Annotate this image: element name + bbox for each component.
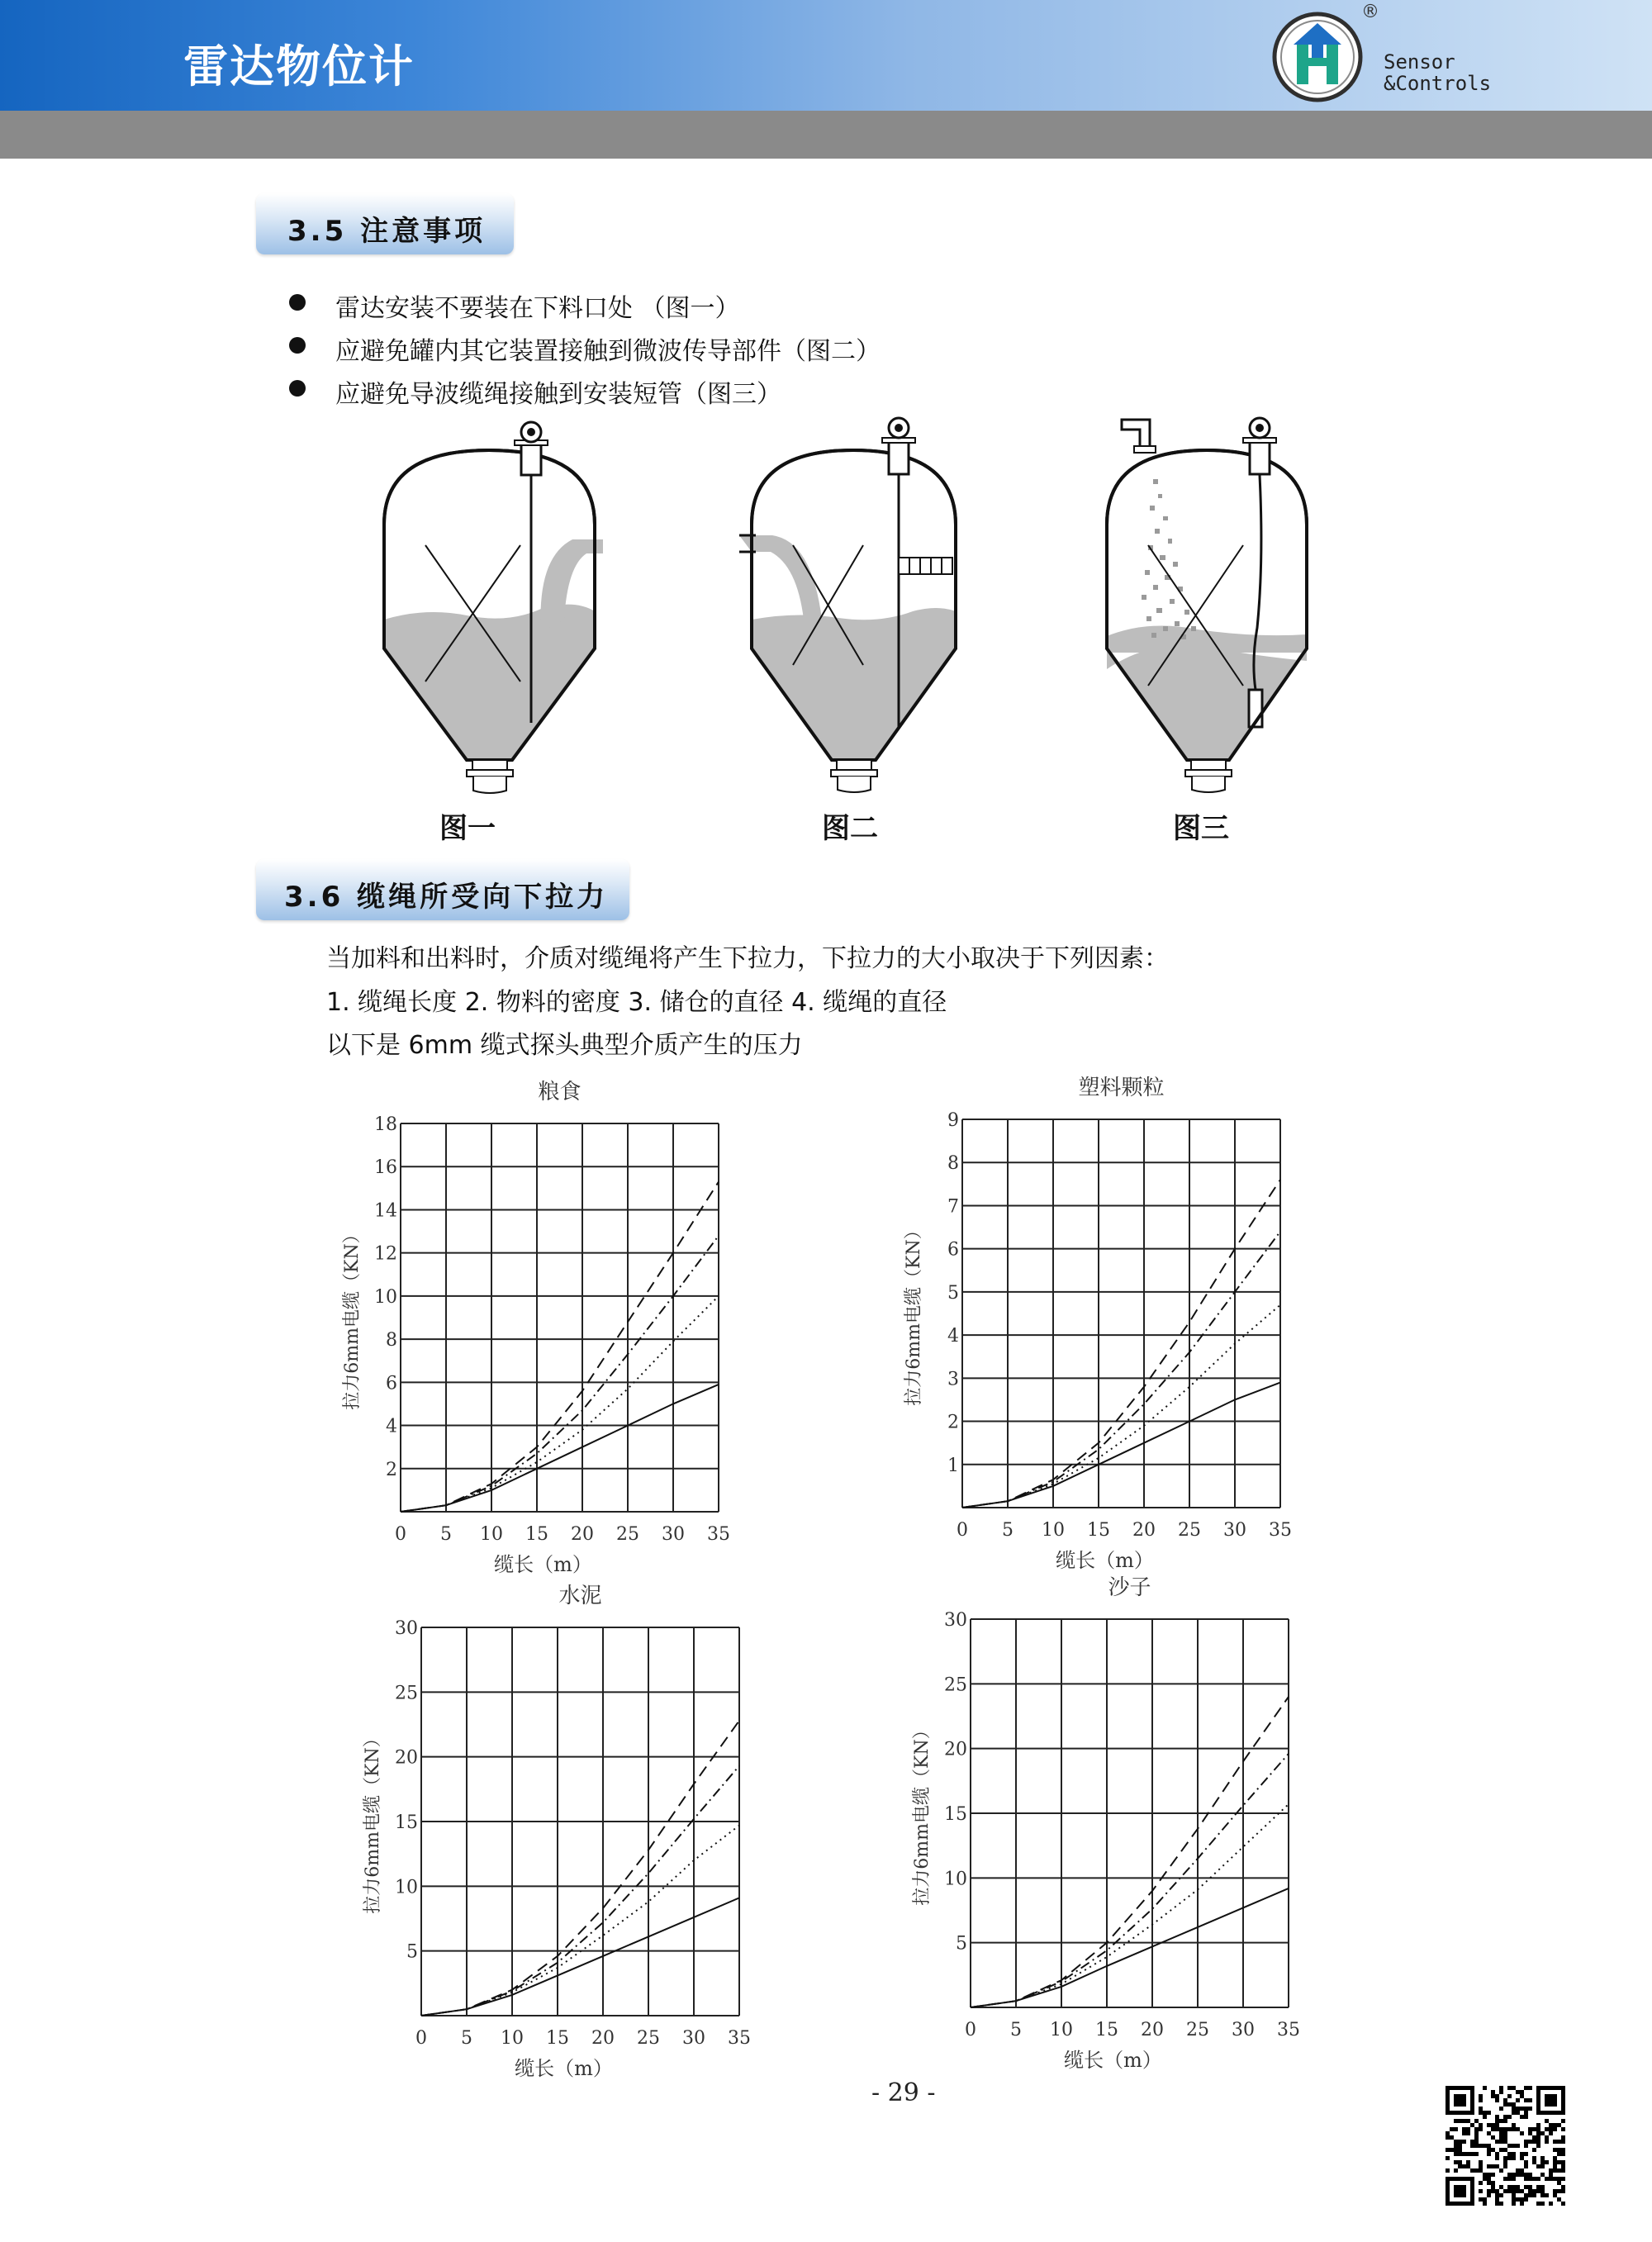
x-tick-label: 35 xyxy=(728,2028,751,2049)
logo-line1: Sensor xyxy=(1384,50,1455,74)
tank-figure-2 xyxy=(739,413,962,797)
chart-title: 粮食 xyxy=(538,1080,582,1104)
x-tick-label: 5 xyxy=(440,1524,452,1545)
section-heading-3-5 xyxy=(256,193,514,254)
y-tick-label: 6 xyxy=(386,1373,397,1394)
header-title: 雷达物位计 xyxy=(183,40,415,93)
series-line xyxy=(962,1383,1280,1508)
y-tick-label: 10 xyxy=(374,1286,397,1308)
chart-sand xyxy=(896,1561,1309,2082)
y-tick-label: 25 xyxy=(944,1674,967,1696)
series-line xyxy=(971,1754,1289,2007)
x-tick-label: 20 xyxy=(591,2028,615,2049)
x-tick-label: 10 xyxy=(1050,2020,1073,2040)
y-tick-label: 7 xyxy=(947,1196,959,1218)
chart-title: 沙子 xyxy=(1108,1575,1151,1600)
bullet-text: 应避免导波缆绳接触到安装短管（图三） xyxy=(335,380,781,409)
x-tick-label: 35 xyxy=(707,1524,730,1545)
registered-mark: ® xyxy=(1361,2,1379,22)
y-tick-label: 10 xyxy=(944,1869,967,1890)
x-tick-label: 0 xyxy=(415,2028,427,2049)
y-tick-label: 15 xyxy=(395,1812,418,1833)
x-tick-label: 25 xyxy=(637,2028,660,2049)
logo-text xyxy=(1384,51,1491,94)
x-tick-label: 20 xyxy=(1132,1520,1156,1541)
x-tick-label: 30 xyxy=(682,2028,705,2049)
series-line xyxy=(401,1296,719,1512)
x-tick-label: 20 xyxy=(571,1524,594,1545)
header-bar xyxy=(0,111,1652,159)
x-tick-label: 25 xyxy=(1178,1520,1201,1541)
y-tick-label: 4 xyxy=(947,1326,959,1347)
series-line xyxy=(401,1236,719,1512)
x-axis-label: 缆长（m） xyxy=(1064,2049,1162,2072)
x-tick-label: 10 xyxy=(1042,1520,1065,1541)
figure-label-2: 图二 xyxy=(822,812,878,845)
logo-line2: &Controls xyxy=(1384,72,1492,95)
x-tick-label: 0 xyxy=(395,1524,406,1545)
series-line xyxy=(971,1804,1289,2007)
y-tick-label: 1 xyxy=(947,1455,959,1476)
series-line xyxy=(421,1898,739,2016)
paragraph-line: 以下是 6mm 缆式探头典型介质产生的压力 xyxy=(326,1031,803,1060)
y-tick-label: 30 xyxy=(944,1610,967,1631)
section-title: 3.6 缆绳所受向下拉力 xyxy=(284,881,609,914)
y-tick-label: 3 xyxy=(947,1369,959,1390)
y-tick-label: 5 xyxy=(406,1941,418,1963)
series-line xyxy=(962,1232,1280,1508)
x-tick-label: 5 xyxy=(1010,2020,1022,2040)
y-tick-label: 12 xyxy=(374,1243,397,1265)
series-line xyxy=(401,1182,719,1513)
x-tick-label: 15 xyxy=(1095,2020,1118,2040)
x-tick-label: 30 xyxy=(662,1524,685,1545)
section-heading-3-6 xyxy=(256,859,629,920)
chart-plastic-pellets xyxy=(888,1062,1301,1582)
y-tick-label: 5 xyxy=(947,1282,959,1304)
y-axis-label: 拉力6mm电缆（KN） xyxy=(342,1225,363,1410)
x-axis-label: 缆长（m） xyxy=(494,1553,592,1576)
bullet-dot xyxy=(289,380,306,397)
paragraph-line: 1. 缆绳长度 2. 物料的密度 3. 储仓的直径 4. 缆绳的直径 xyxy=(326,988,947,1017)
tank-figure-3 xyxy=(1099,413,1313,797)
y-tick-label: 8 xyxy=(947,1153,959,1175)
chart-title: 水泥 xyxy=(558,1584,602,1608)
x-tick-label: 30 xyxy=(1232,2020,1255,2040)
y-axis-label: 拉力6mm电缆（KN） xyxy=(363,1729,383,1914)
qr-code-icon xyxy=(1446,2086,1565,2206)
y-axis-label: 拉力6mm电缆（KN） xyxy=(904,1221,924,1406)
figure-label-1: 图一 xyxy=(439,812,496,845)
y-tick-label: 2 xyxy=(947,1412,959,1433)
y-tick-label: 30 xyxy=(395,1618,418,1639)
chart-cement xyxy=(347,1570,760,2090)
y-tick-label: 6 xyxy=(947,1239,959,1261)
y-tick-label: 5 xyxy=(956,1933,967,1955)
series-line xyxy=(421,1721,739,2016)
series-line xyxy=(421,1826,739,2016)
paragraph-line: 当加料和出料时，介质对缆绳将产生下拉力，下拉力的大小取决于下列因素： xyxy=(326,944,1169,973)
y-tick-label: 15 xyxy=(944,1804,967,1825)
y-tick-label: 16 xyxy=(374,1157,397,1179)
x-tick-label: 0 xyxy=(965,2020,976,2040)
chart-title: 塑料颗粒 xyxy=(1078,1076,1165,1100)
tank-figure-1 xyxy=(376,417,603,797)
x-tick-label: 15 xyxy=(1087,1520,1110,1541)
y-tick-label: 20 xyxy=(395,1747,418,1769)
page-number: - 29 - xyxy=(871,2078,936,2107)
x-tick-label: 5 xyxy=(1002,1520,1014,1541)
y-axis-label: 拉力6mm电缆（KN） xyxy=(912,1721,933,1906)
bullet-dot xyxy=(289,294,306,311)
x-axis-label: 缆长（m） xyxy=(515,2057,613,2080)
x-tick-label: 15 xyxy=(546,2028,569,2049)
y-tick-label: 18 xyxy=(374,1114,397,1135)
chart-grain xyxy=(326,1066,739,1586)
y-tick-label: 9 xyxy=(947,1110,959,1131)
x-tick-label: 15 xyxy=(525,1524,548,1545)
series-line xyxy=(421,1766,739,2016)
y-tick-label: 10 xyxy=(395,1877,418,1898)
y-tick-label: 20 xyxy=(944,1739,967,1760)
x-tick-label: 30 xyxy=(1223,1520,1246,1541)
x-tick-label: 25 xyxy=(616,1524,639,1545)
series-line xyxy=(962,1180,1280,1508)
bullet-text: 雷达安装不要装在下料口处 （图一） xyxy=(335,294,740,323)
series-line xyxy=(971,1888,1289,2007)
series-line xyxy=(401,1385,719,1512)
bullet-text: 应避免罐内其它装置接触到微波传导部件（图二） xyxy=(335,337,881,366)
y-tick-label: 2 xyxy=(386,1459,397,1480)
y-tick-label: 25 xyxy=(395,1683,418,1704)
company-logo-icon xyxy=(1272,12,1363,102)
y-tick-label: 14 xyxy=(374,1200,397,1222)
y-tick-label: 4 xyxy=(386,1416,397,1437)
y-tick-label: 8 xyxy=(386,1330,397,1351)
x-tick-label: 5 xyxy=(461,2028,472,2049)
x-tick-label: 20 xyxy=(1141,2020,1164,2040)
figure-label-3: 图三 xyxy=(1173,812,1229,845)
x-tick-label: 0 xyxy=(957,1520,968,1541)
bullet-dot xyxy=(289,337,306,354)
x-tick-label: 10 xyxy=(480,1524,503,1545)
x-tick-label: 10 xyxy=(501,2028,524,2049)
x-tick-label: 25 xyxy=(1186,2020,1209,2040)
section-title: 3.5 注意事项 xyxy=(287,215,487,248)
series-line xyxy=(971,1697,1289,2007)
x-tick-label: 35 xyxy=(1269,1520,1292,1541)
x-axis-label: 缆长（m） xyxy=(1056,1549,1154,1572)
x-tick-label: 35 xyxy=(1277,2020,1300,2040)
